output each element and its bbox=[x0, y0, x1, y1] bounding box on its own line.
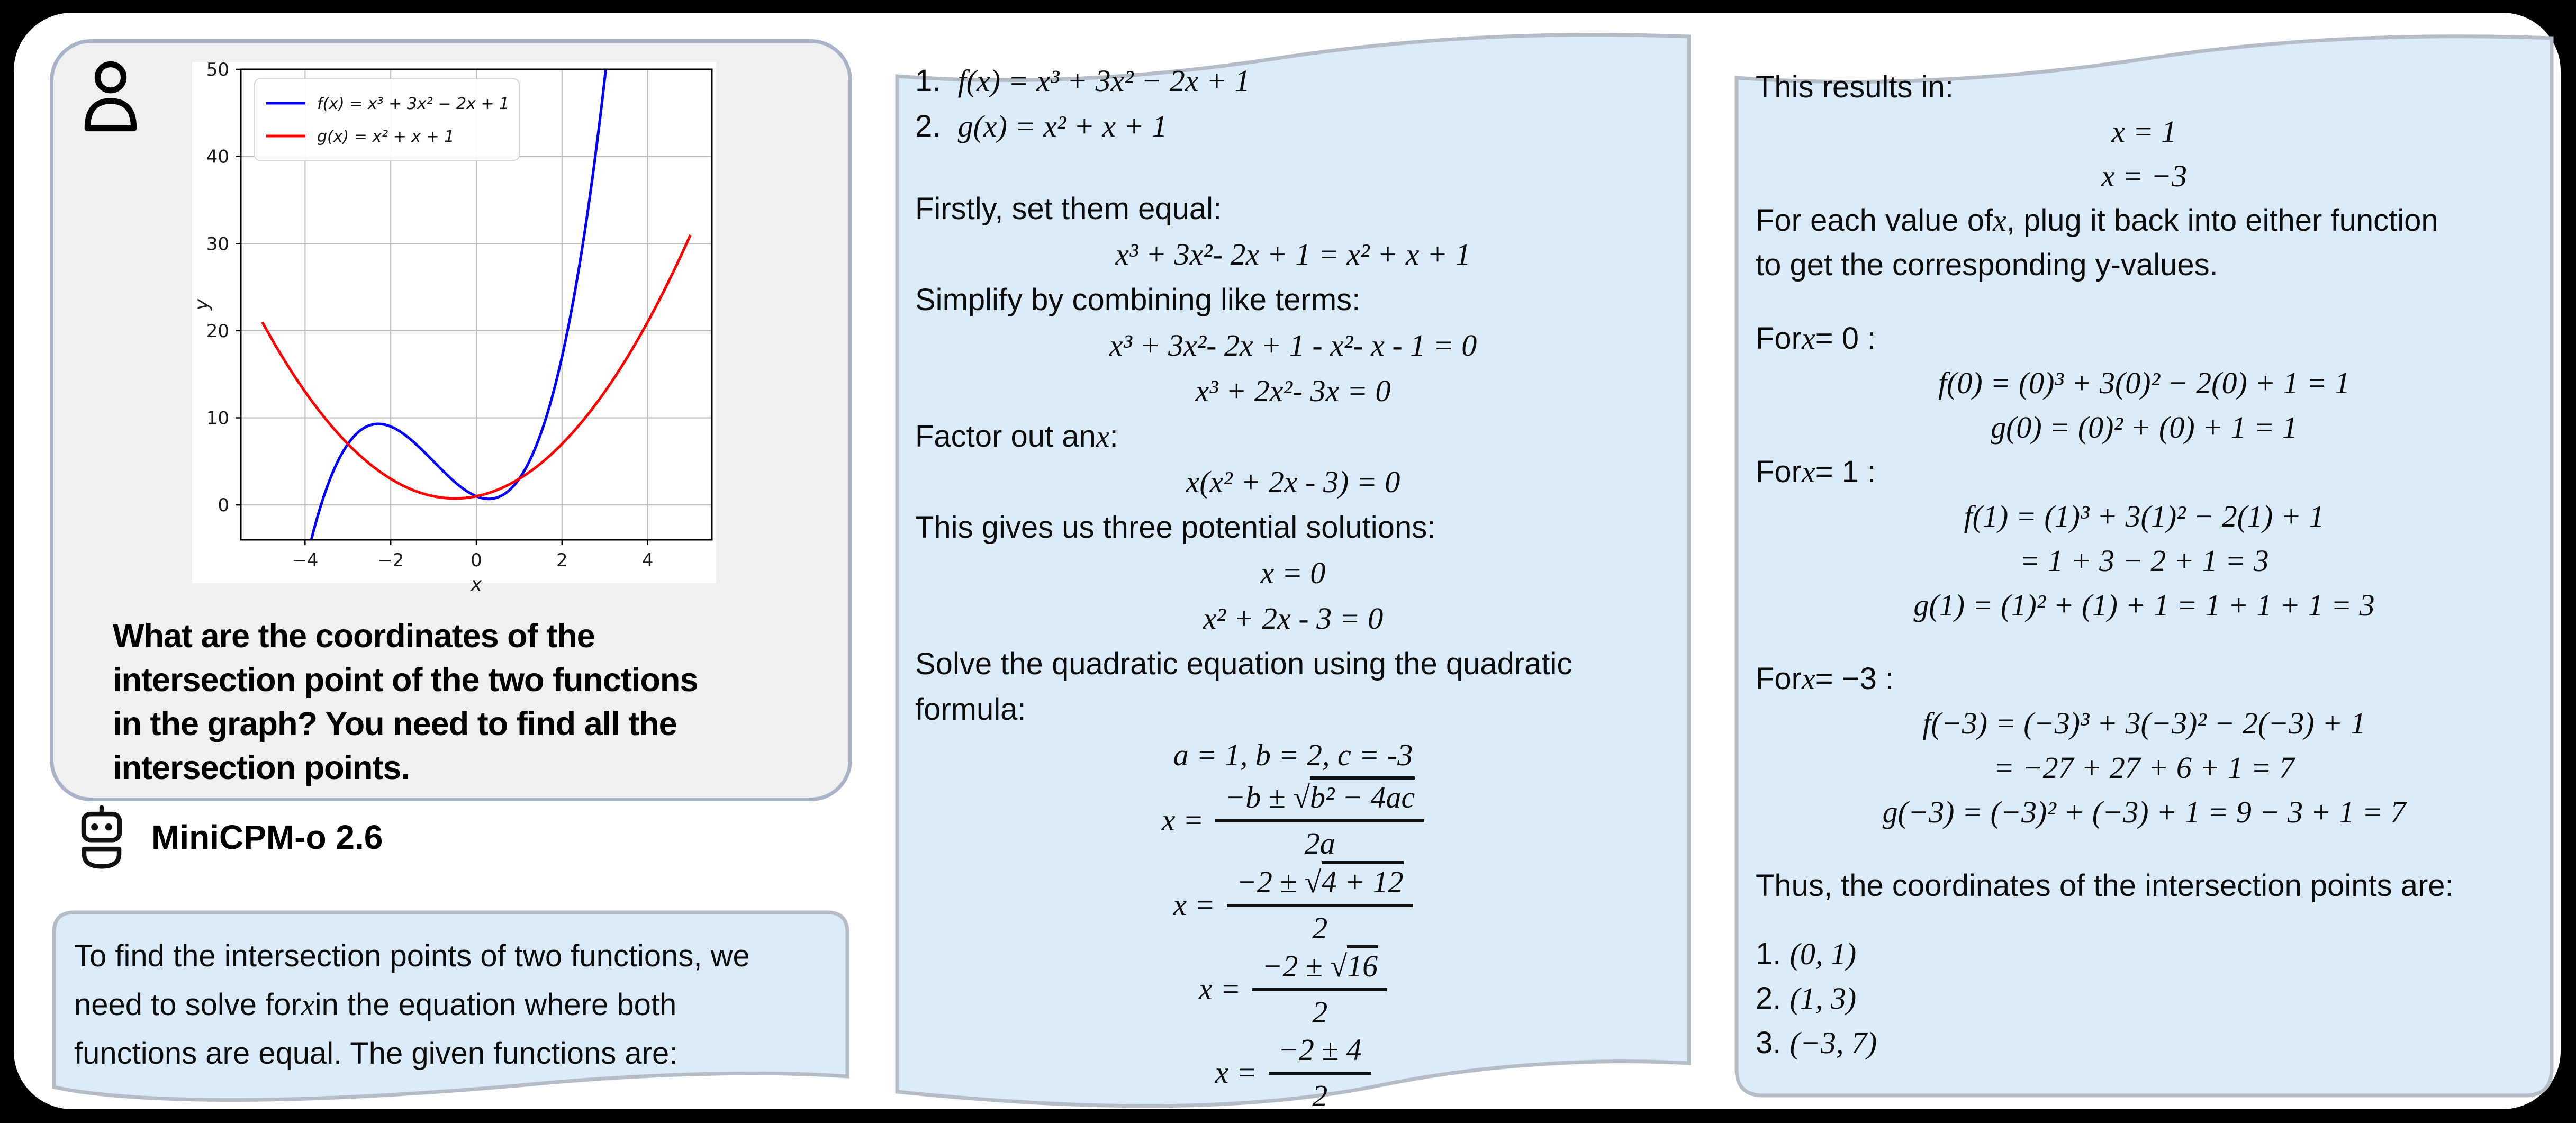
equation-factored: x(x² + 2x - 3) = 0 bbox=[1186, 464, 1400, 499]
robot-icon bbox=[76, 806, 127, 868]
svg-text:y: y bbox=[191, 298, 213, 311]
eval-f0: f(0) = (0)³ + 3(0)² − 2(0) + 1 = 1 bbox=[1938, 365, 2351, 400]
results-text bbox=[1732, 28, 2556, 1065]
svg-text:50: 50 bbox=[206, 59, 229, 80]
case-xm3-label: For x = −3 : bbox=[1756, 661, 1894, 696]
svg-text:x: x bbox=[471, 574, 482, 595]
svg-text:30: 30 bbox=[206, 233, 229, 255]
svg-text:g(x) = x² + x + 1: g(x) = x² + x + 1 bbox=[317, 128, 455, 146]
step-label-factor: Factor out an x : bbox=[915, 419, 1118, 454]
function-item-1: 1. f(x) = x³ + 3x² − 2x + 1 bbox=[915, 63, 1250, 98]
model-row bbox=[76, 805, 383, 869]
derivation-steps bbox=[893, 26, 1693, 1114]
eval-f1-cont: = 1 + 3 − 2 + 1 = 3 bbox=[2019, 543, 2269, 578]
user-question-panel bbox=[50, 39, 852, 801]
svg-text:−4: −4 bbox=[292, 550, 319, 571]
svg-text:0: 0 bbox=[471, 550, 482, 571]
equation-sqrt16: x = $\frac{-2 \pm √16}{2}$ bbox=[915, 947, 1671, 1030]
intro-text bbox=[50, 908, 852, 1077]
white-frame bbox=[14, 13, 2561, 1113]
eval-f1: f(1) = (1)³ + 3(1)² − 2(1) + 1 bbox=[1964, 499, 2325, 533]
eval-g0: g(0) = (0)² + (0) + 1 = 1 bbox=[1991, 410, 2298, 445]
answer-bubble-derivation bbox=[893, 26, 1693, 1117]
svg-text:2: 2 bbox=[556, 550, 568, 571]
case-x0-label: For x = 0 : bbox=[1756, 321, 1876, 356]
eval-fm3: f(−3) = (−3)³ + 3(−3)² − 2(−3) + 1 bbox=[1922, 705, 2366, 740]
intro-line: To find the intersection points of two functions, we bbox=[74, 938, 750, 973]
plug-back-line-1: For each value of x , plug it back into either function bbox=[1756, 203, 2438, 238]
question-text bbox=[113, 614, 822, 790]
user-icon bbox=[81, 57, 140, 136]
function-item-2: 2. g(x) = x² + x + 1 bbox=[915, 108, 1168, 143]
equation-quadratic-formula: x = $\frac{\text{−b ± √b² − 4ac}}{2a}$ bbox=[915, 777, 1671, 862]
model-name: MiniCPM-o 2.6 bbox=[151, 818, 383, 856]
line-chart bbox=[191, 59, 716, 595]
step-label-simplify: Simplify by combining like terms: bbox=[915, 282, 1361, 317]
equation-abc: a = 1, b = 2, c = -3 bbox=[1173, 737, 1413, 772]
svg-text:4: 4 bbox=[641, 550, 654, 571]
eval-gm3: g(−3) = (−3)² + (−3) + 1 = 9 − 3 + 1 = 7 bbox=[1882, 794, 2406, 829]
question-line: intersection point of the two functions bbox=[113, 662, 698, 699]
intro-line: functions are equal. The given functions are: bbox=[74, 1036, 678, 1071]
step-label-solutions: This gives us three potential solutions: bbox=[915, 510, 1436, 545]
answer-bubble-intro bbox=[50, 908, 852, 1120]
equation-set-equal: x³ + 3x²- 2x + 1 = x² + x + 1 bbox=[1115, 237, 1471, 271]
case-x1-label: For x = 1 : bbox=[1756, 454, 1876, 489]
conclusion-label: Thus, the coordinates of the intersection points are: bbox=[1756, 868, 2454, 903]
intersection-point-3: 3. (−3, 7) bbox=[1756, 1025, 1877, 1060]
equation-x-zero: x = 0 bbox=[1260, 555, 1326, 590]
svg-text:−2: −2 bbox=[377, 550, 404, 571]
step-label-quadratic-2: formula: bbox=[915, 692, 1026, 727]
answer-bubble-results bbox=[1732, 28, 2556, 1100]
intersection-point-1: 1. (0, 1) bbox=[1756, 936, 1857, 971]
question-line: in the graph? You need to find all the bbox=[113, 705, 677, 742]
solution-x2: x = −3 bbox=[2101, 158, 2188, 193]
step-label-set-equal: Firstly, set them equal: bbox=[915, 191, 1222, 226]
equation-formula-sub: x = $\frac{-2 \pm √4 + 12}{2}$ bbox=[915, 862, 1671, 947]
svg-text:20: 20 bbox=[206, 320, 229, 342]
equation-final-frac: x = $\frac{-2 \pm 4}{2}$ bbox=[915, 1030, 1671, 1114]
step-label-quadratic-1: Solve the quadratic equation using the quadratic bbox=[915, 646, 1572, 681]
intersection-point-2: 2. (1, 3) bbox=[1756, 981, 1857, 1016]
results-intro: This results in: bbox=[1756, 69, 1954, 104]
function-plot bbox=[191, 59, 716, 595]
equation-quadratic: x² + 2x - 3 = 0 bbox=[1203, 601, 1384, 636]
svg-text:40: 40 bbox=[206, 146, 229, 168]
plug-back-line-2: to get the corresponding y-values. bbox=[1756, 247, 2218, 282]
svg-text:f(x) = x³ + 3x² − 2x + 1: f(x) = x³ + 3x² − 2x + 1 bbox=[317, 95, 510, 113]
eval-g1: g(1) = (1)² + (1) + 1 = 1 + 1 + 1 = 3 bbox=[1913, 587, 2375, 622]
equation-simplified: x³ + 2x²- 3x = 0 bbox=[1195, 373, 1391, 408]
solution-x1: x = 1 bbox=[2111, 114, 2177, 149]
intro-line: need to solve for x in the equation where both bbox=[74, 987, 677, 1022]
question-line: What are the coordinates of the bbox=[113, 618, 595, 655]
eval-fm3-cont: = −27 + 27 + 6 + 1 = 7 bbox=[1993, 750, 2295, 785]
question-line: intersection points. bbox=[113, 749, 410, 786]
equation-combined: x³ + 3x²- 2x + 1 - x²- x - 1 = 0 bbox=[1109, 328, 1477, 363]
svg-text:0: 0 bbox=[218, 495, 229, 517]
svg-text:10: 10 bbox=[206, 407, 229, 429]
